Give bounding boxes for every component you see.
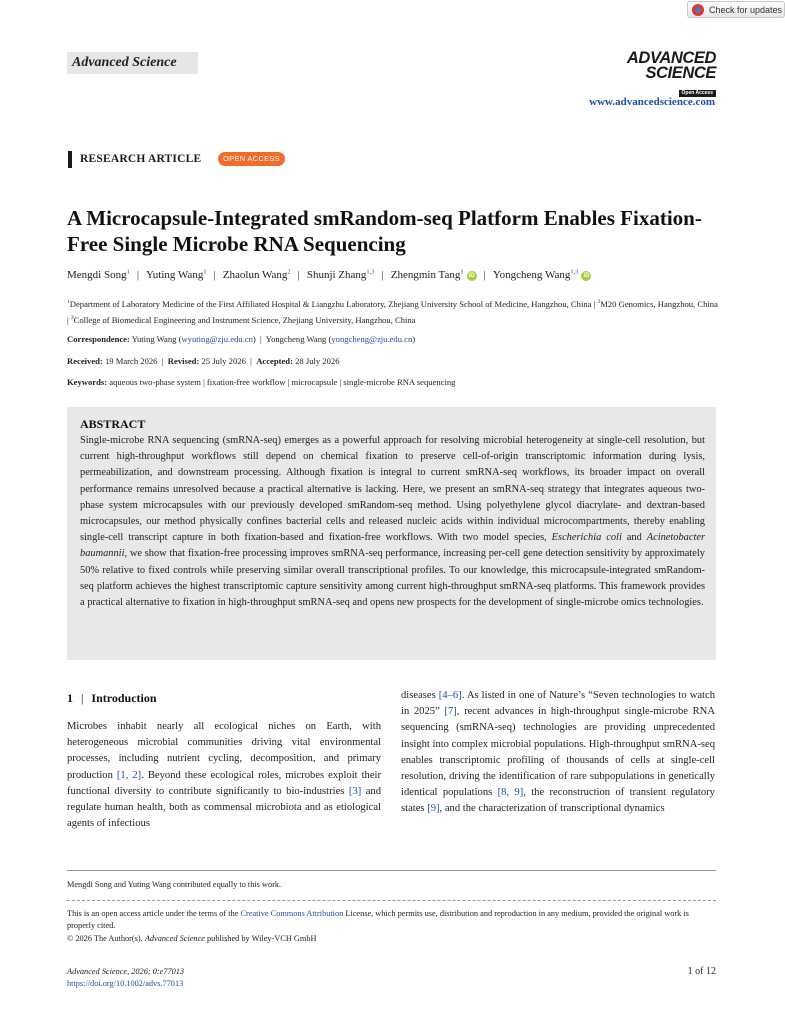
correspondence: Correspondence: Yuting Wang (wyuting@zju.edu.cn) | Yongcheng Wang (yongcheng@zju.edu.cn) xyxy=(67,334,416,344)
revised-date: 25 July 2026 xyxy=(201,356,246,366)
body-text: , recent advances in high-throughput single-microbe RNA sequencing (smRNA-seq) technologies are providing unprecedented insight into complex microbial populations. High-throughput smRNA-seq enables transcriptomic profiling of thousands of cells at single-cell resolution, driving the identification of rare subpopulations in genetically identical populations xyxy=(401,706,715,799)
abstract-part: , we show that fixation-free processing improves smRNA-seq performance, increasing per-cell gene detection sensitivity by approximately 50% relative to fixed controls while preserving similar overall transcriptional profiles. To our knowledge, this microcapsule-integrated smRandom-seq platform achieves the highest transcriptomic capture sensitivity among current high-throughput smRNA-seq platforms. This framework provides a practical alternative to fixation in high-throughput smRNA-seq and opens new prospects for the development of single-microbe omics technologies. xyxy=(80,548,705,609)
received-date: 19 March 2026 xyxy=(104,356,158,366)
section-separator: | xyxy=(81,691,84,705)
logo-line1: ADVANCED xyxy=(626,49,716,67)
page-number: 1 of 12 xyxy=(687,966,716,977)
email-link[interactable]: yongcheng@zju.edu.cn xyxy=(331,334,413,344)
affil-sup: 2 xyxy=(597,299,601,305)
citation-link[interactable]: [8, 9] xyxy=(497,787,524,799)
author-affil-sup: 1 xyxy=(126,268,130,275)
license-text: License, which permits use, distribution and reproduction in any medium, provided the original work is properly cited. xyxy=(67,909,689,930)
license-text: This is an open access article under the terms of the xyxy=(67,909,241,918)
section-number: 1 xyxy=(67,691,73,705)
citation-link[interactable]: [9] xyxy=(427,803,440,815)
body-text: Microbes inhabit nearly all ecological niches on Earth, with heterogeneous microbial communities driving vital environmental processes, including nutrient cycling, decomposition, and primary production xyxy=(67,721,381,781)
affiliation-2: M20 Genomics, Hangzhou, China xyxy=(600,298,718,309)
author-separator: | xyxy=(136,268,140,281)
author[interactable] xyxy=(307,269,375,281)
copyright-note xyxy=(67,934,316,943)
author-list xyxy=(67,268,727,281)
body-text: , and the characterization of transcriptional dynamics xyxy=(439,803,665,815)
abstract-part: Single-microbe RNA sequencing (smRNA-seq) emerges as a powerful approach for resolving microbial heterogeneity at single-cell resolution, but current high-throughput workflows still depend on chemical fixation to preserve cell-of-origin transcriptomic information during lysis, permeabilization, and downstream processing. Although fixation is integral to current smRNA-seq workflows, its broader impact on overall performance remains unresolved because a practical alternative is lacking. Here, we present an smRNA-seq strategy that integrates aqueous two-phase system microcapsules with our previously developed smRandom-seq method. Using polyethylene glycol diacrylate- and dextran-based microcapsules, our method physically confines bacterial cells and released nucleic acids within individual microcompartments, thereby enabling single-cell transcript capture in both fixation-based and fixation-free workflows. With two model species, xyxy=(80,435,705,544)
orcid-icon[interactable]: iD xyxy=(583,272,590,279)
orcid-icon[interactable]: iD xyxy=(468,272,475,279)
author-affil-sup: 2 xyxy=(287,268,291,275)
footer-citation xyxy=(67,966,184,978)
correspondence-name: Yuting Wang xyxy=(131,334,177,344)
author-affil-sup: 1 xyxy=(460,268,464,275)
body-text: and regulate human health, both as commensal microbiota and as etiological agents of infectious xyxy=(67,785,381,830)
citation-link[interactable]: [3] xyxy=(348,785,362,797)
author[interactable] xyxy=(67,269,130,281)
author-affil-sup: 1 xyxy=(203,268,207,275)
body-text: diseases xyxy=(401,690,439,701)
article-dates: Received: 19 March 2026 | Revised: 25 July 2026 | Accepted: 28 July 2026 xyxy=(67,356,340,366)
journal-tag: Advanced Science xyxy=(67,52,198,74)
logo-line2: SCIENCE xyxy=(645,64,716,82)
citation-link[interactable]: [4–6] xyxy=(438,690,462,701)
check-for-updates-label: Check for updates xyxy=(709,4,783,15)
author-separator: | xyxy=(297,268,300,281)
license-link[interactable]: Creative Commons Attribution xyxy=(240,909,344,918)
body-text: , the reconstruction of transient regulatory states xyxy=(401,787,715,815)
author-name: Yuting Wang xyxy=(146,268,204,281)
species-name: Acinetobacter baumannii xyxy=(80,532,706,560)
affil-separator: | xyxy=(591,298,598,309)
author-separator: | xyxy=(381,268,384,281)
body-column-left xyxy=(67,719,381,832)
correspondence-label: Correspondence: xyxy=(67,334,130,344)
license-divider xyxy=(67,900,716,901)
section-heading xyxy=(67,691,157,706)
contribution-note: Mengdi Song and Yuting Wang contributed equally to this work. xyxy=(67,880,282,889)
author[interactable] xyxy=(493,269,592,281)
abstract-heading: ABSTRACT xyxy=(80,417,146,431)
accepted-date: 28 July 2026 xyxy=(295,356,340,366)
affil-separator: | xyxy=(67,314,71,325)
copyright-text: © 2026 The Author(s). xyxy=(67,934,145,943)
abstract-part: and xyxy=(621,532,647,544)
keywords-text: aqueous two-phase system | fixation-free workflow | microcapsule | single-microbe RNA sequencing xyxy=(109,377,456,387)
logo-open-access-badge: Open Access xyxy=(679,90,717,97)
accepted-label: Accepted: xyxy=(256,356,293,366)
copyright-journal: Advanced Science xyxy=(144,934,205,943)
body-text: . As listed in one of Nature’s “Seven technologies to watch in 2025” xyxy=(401,690,715,718)
affiliation-3: College of Biomedical Engineering and Instrument Science, Zhejiang University, Hangzhou, China xyxy=(73,314,416,325)
copyright-text: published by Wiley-VCH GmbH xyxy=(204,934,317,943)
received-label: Received: xyxy=(67,356,103,366)
affil-sup: 1 xyxy=(67,299,70,305)
author[interactable] xyxy=(146,269,207,281)
species-name: Escherichia coli xyxy=(551,532,622,544)
author-name: Shunji Zhang xyxy=(306,268,367,281)
keywords xyxy=(67,377,727,387)
footer-citation-text: Advanced Science, 2026; 0:e77013 xyxy=(67,967,185,976)
journal-logo xyxy=(604,51,716,99)
author-name: Mengdi Song xyxy=(67,268,127,281)
author[interactable] xyxy=(223,269,291,281)
author-name: Zhaolun Wang xyxy=(222,268,288,281)
citation-link[interactable]: [1, 2] xyxy=(116,769,142,781)
keywords-label: Keywords: xyxy=(67,377,108,387)
email-link[interactable]: wyuting@zju.edu.cn xyxy=(181,334,253,344)
open-access-badge: OPEN ACCESS xyxy=(218,152,285,166)
journal-website-link[interactable]: www.advancedscience.com xyxy=(589,96,715,108)
abstract-text xyxy=(80,433,705,611)
footer-doi-link[interactable]: https://doi.org/10.1002/advs.77013 xyxy=(67,979,184,988)
author-name: Yongcheng Wang xyxy=(492,268,571,281)
author-name: Zhengmin Tang xyxy=(390,268,461,281)
author-separator: | xyxy=(213,268,216,281)
correspondence-name: Yongcheng Wang xyxy=(265,334,327,344)
author[interactable] xyxy=(391,269,477,281)
body-column-right xyxy=(401,688,715,818)
author-affil-sup: 1,3 xyxy=(366,268,375,275)
revised-label: Revised: xyxy=(167,356,200,366)
author-affil-sup: 1,3 xyxy=(570,268,579,275)
section-title: Introduction xyxy=(91,691,157,705)
citation-link[interactable]: [7] xyxy=(444,706,457,718)
article-type-bar xyxy=(68,151,72,168)
article-title: A Microcapsule-Integrated smRandom-seq Platform Enables Fixation-Free Single Microbe RNA Sequencing xyxy=(67,206,702,256)
affil-sup: 3 xyxy=(70,314,74,321)
check-for-updates-button[interactable] xyxy=(687,1,785,18)
crossmark-icon xyxy=(692,4,704,16)
body-text: . Beyond these ecological roles, microbes exploit their functional diversity to contribute significantly to bio-industries xyxy=(67,769,381,797)
author-separator: | xyxy=(483,268,486,281)
affiliation-1: Department of Laboratory Medicine of the First Affiliated Hospital & Liangzhu Laboratory, Zhejiang University School of Medicine, Hangzhou, China xyxy=(69,298,592,309)
footnote-divider xyxy=(67,870,716,871)
article-type: RESEARCH ARTICLE xyxy=(80,153,202,165)
license-note xyxy=(67,908,716,932)
affiliations xyxy=(67,295,719,327)
